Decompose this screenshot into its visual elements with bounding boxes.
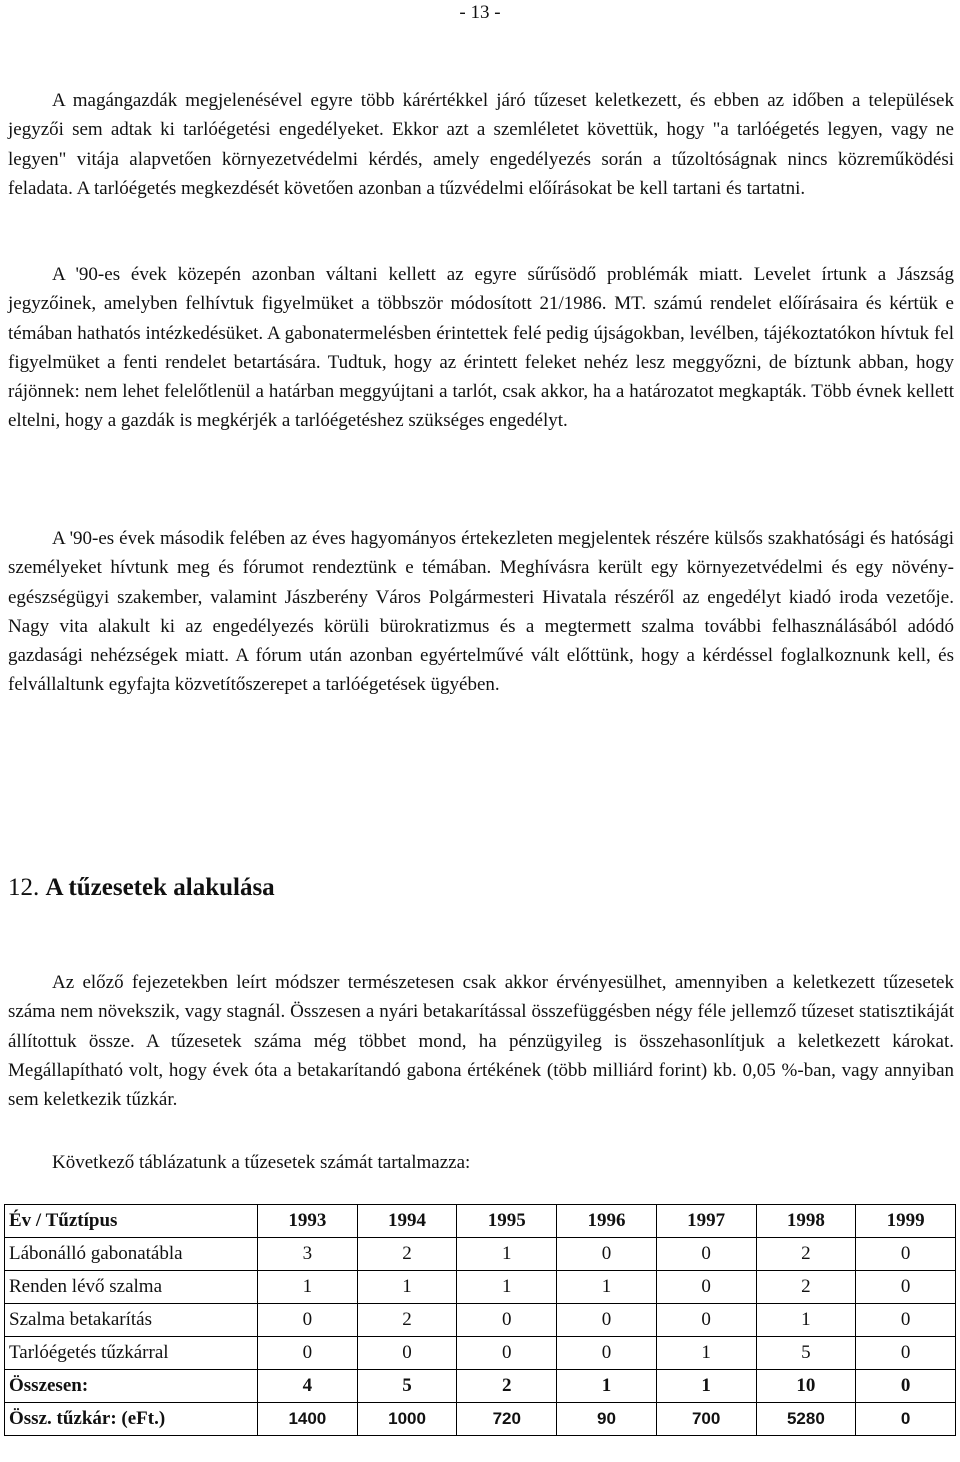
table-cell: 1	[457, 1238, 557, 1271]
table-cell: 5	[756, 1337, 856, 1370]
header-cell: 1997	[656, 1205, 756, 1238]
section-number: 12.	[8, 874, 40, 901]
table-cell: 1	[457, 1271, 557, 1304]
table-cell: 700	[656, 1403, 756, 1436]
fire-statistics-table	[4, 1204, 956, 1436]
row-label: Renden lévő szalma	[5, 1271, 258, 1304]
table-cell: 0	[457, 1304, 557, 1337]
row-label: Össz. tűzkár: (eFt.)	[5, 1403, 258, 1436]
section-title: A tűzesetek alakulása	[45, 874, 275, 901]
table-cell: 0	[258, 1304, 358, 1337]
table-cell: 0	[856, 1370, 956, 1403]
row-label: Lábonálló gabonatábla	[5, 1238, 258, 1271]
table-cell: 10	[756, 1370, 856, 1403]
table-row	[5, 1337, 956, 1370]
table-cell: 4	[258, 1370, 358, 1403]
table-row	[5, 1304, 956, 1337]
table-cell: 2	[357, 1304, 457, 1337]
paragraph-1: A magángazdák megjelenésével egyre több kárértékkel járó tűzeset keletkezett, és ebben az időben a települések jegyzői sem adtak ki tarlóégetési engedélyeket. Ekkor azt a szemléletet követtük, hogy "a tarlóégetés legyen, vagy ne legyen" vitája alapvetően környezetvédelmi kérdés, amely engedélyezés során a tűzoltóságnak nincs közreműködési feladata. A tarlóégetés megkezdését követően azonban a tűzvédelmi előírásokat be kell tartani és tartatni.	[8, 90, 954, 199]
table-cell: 0	[557, 1337, 657, 1370]
table-cell: 1	[258, 1271, 358, 1304]
table-row	[5, 1271, 956, 1304]
table-cell: 2	[756, 1271, 856, 1304]
paragraph-2: A '90-es évek közepén azonban váltani kellett az egyre sűrűsödő problémák miatt. Levelet írtunk a Jászság jegyzőinek, amelyben felhívtuk figyelmüket a többször módosított 21/1986. MT. számú rendelet előírásaira és kértük e témában hathatós intézkedésüket. A gabonatermelésben érintettek felé pedig újságokban, levélben, tájékoztatókon hívtuk fel figyelmüket a fenti rendelet betartására. Tudtuk, hogy az érintett feleket nehéz lesz meggyőzni, de bíztunk abban, hogy rájönnek: nem lehet felelőtlenül a határban meggyújtani a tarlót, csak akkor, ha a határozatot megkapták. Több évnek kellett eltelni, hogy a gazdák is megkérjék a tarlóégetéshez szükséges engedélyt.	[8, 264, 954, 432]
table-cell: 0	[656, 1271, 756, 1304]
table-cell: 1	[756, 1304, 856, 1337]
table-cell: 0	[856, 1337, 956, 1370]
section-heading	[8, 874, 275, 902]
table-cell: 0	[856, 1304, 956, 1337]
table-cost-row	[5, 1403, 956, 1436]
table-cell: 90	[557, 1403, 657, 1436]
table-cell: 3	[258, 1238, 358, 1271]
table-cell: 0	[557, 1238, 657, 1271]
table-cell: 1	[357, 1271, 457, 1304]
header-cell: 1994	[357, 1205, 457, 1238]
table-cell: 5	[357, 1370, 457, 1403]
table-cell: 0	[258, 1337, 358, 1370]
table-cell: 1	[557, 1370, 657, 1403]
table-cell: 0	[856, 1403, 956, 1436]
table-cell: 0	[856, 1238, 956, 1271]
table-cell: 0	[357, 1337, 457, 1370]
table-total-row	[5, 1370, 956, 1403]
table-cell: 1000	[357, 1403, 457, 1436]
table-cell: 720	[457, 1403, 557, 1436]
header-cell: 1993	[258, 1205, 358, 1238]
table-cell: 0	[557, 1304, 657, 1337]
table-cell: 2	[756, 1238, 856, 1271]
header-cell: 1995	[457, 1205, 557, 1238]
page-number: - 13 -	[459, 2, 501, 23]
table-cell: 1	[557, 1271, 657, 1304]
header-cell: 1999	[856, 1205, 956, 1238]
table-header-row	[5, 1205, 956, 1238]
row-label: Szalma betakarítás	[5, 1304, 258, 1337]
table-cell: 0	[457, 1337, 557, 1370]
table-cell: 1	[656, 1337, 756, 1370]
paragraph-4: Az előző fejezetekben leírt módszer természetesen csak akkor érvényesülhet, amennyiben a keletkezett tűzesetek száma nem növekszik, vagy stagnál. Összesen a nyári betakarítással összefüggésben négy féle jellemző tűzeset statisztikáját állítottuk össze. A tűzesetek száma még többet mond, ha pénzügyileg is összehasonlítjuk a keletkezett károkat. Megállapítható volt, hogy évek óta a betakarítandó gabona értékének (több milliárd forint) kb. 0,05 %-ban, vagy annyiban sem keletkezik tűzkár.	[8, 972, 954, 1111]
row-label: Összesen:	[5, 1370, 258, 1403]
table-cell: 0	[656, 1304, 756, 1337]
table-cell: 0	[656, 1238, 756, 1271]
table-cell: 2	[357, 1238, 457, 1271]
header-cell: Év / Tűztípus	[5, 1205, 258, 1238]
table-cell: 1400	[258, 1403, 358, 1436]
row-label: Tarlóégetés tűzkárral	[5, 1337, 258, 1370]
table-caption: Következő táblázatunk a tűzesetek számát tartalmazza:	[52, 1152, 471, 1173]
table-cell: 1	[656, 1370, 756, 1403]
table-cell: 2	[457, 1370, 557, 1403]
table-cell: 0	[856, 1271, 956, 1304]
paragraph-3: A '90-es évek második felében az éves hagyományos értekezleten megjelentek részére külsős szakhatósági és hatósági személyeket hívtunk meg és fórumot rendeztünk e témában. Meghívásra került egy környezetvédelmi és egy növény-egészségügyi szakember, valamint Jászberény Város Polgármesteri Hivatala részéről az engedélyt kiadó iroda vezetője. Nagy vita alakult ki az engedélyezés körüli bürokratizmus és a megtermett szalma további felhasználásából adódó gazdasági nehézségek miatt. A fórum után azonban egyértelművé vált előttünk, hogy a kérdéssel foglalkoznunk kell, és felvállaltunk egyfajta közvetítőszerepet a tarlóégetések ügyében.	[8, 528, 954, 696]
header-cell: 1998	[756, 1205, 856, 1238]
header-cell: 1996	[557, 1205, 657, 1238]
table-cell: 5280	[756, 1403, 856, 1436]
table-row	[5, 1238, 956, 1271]
